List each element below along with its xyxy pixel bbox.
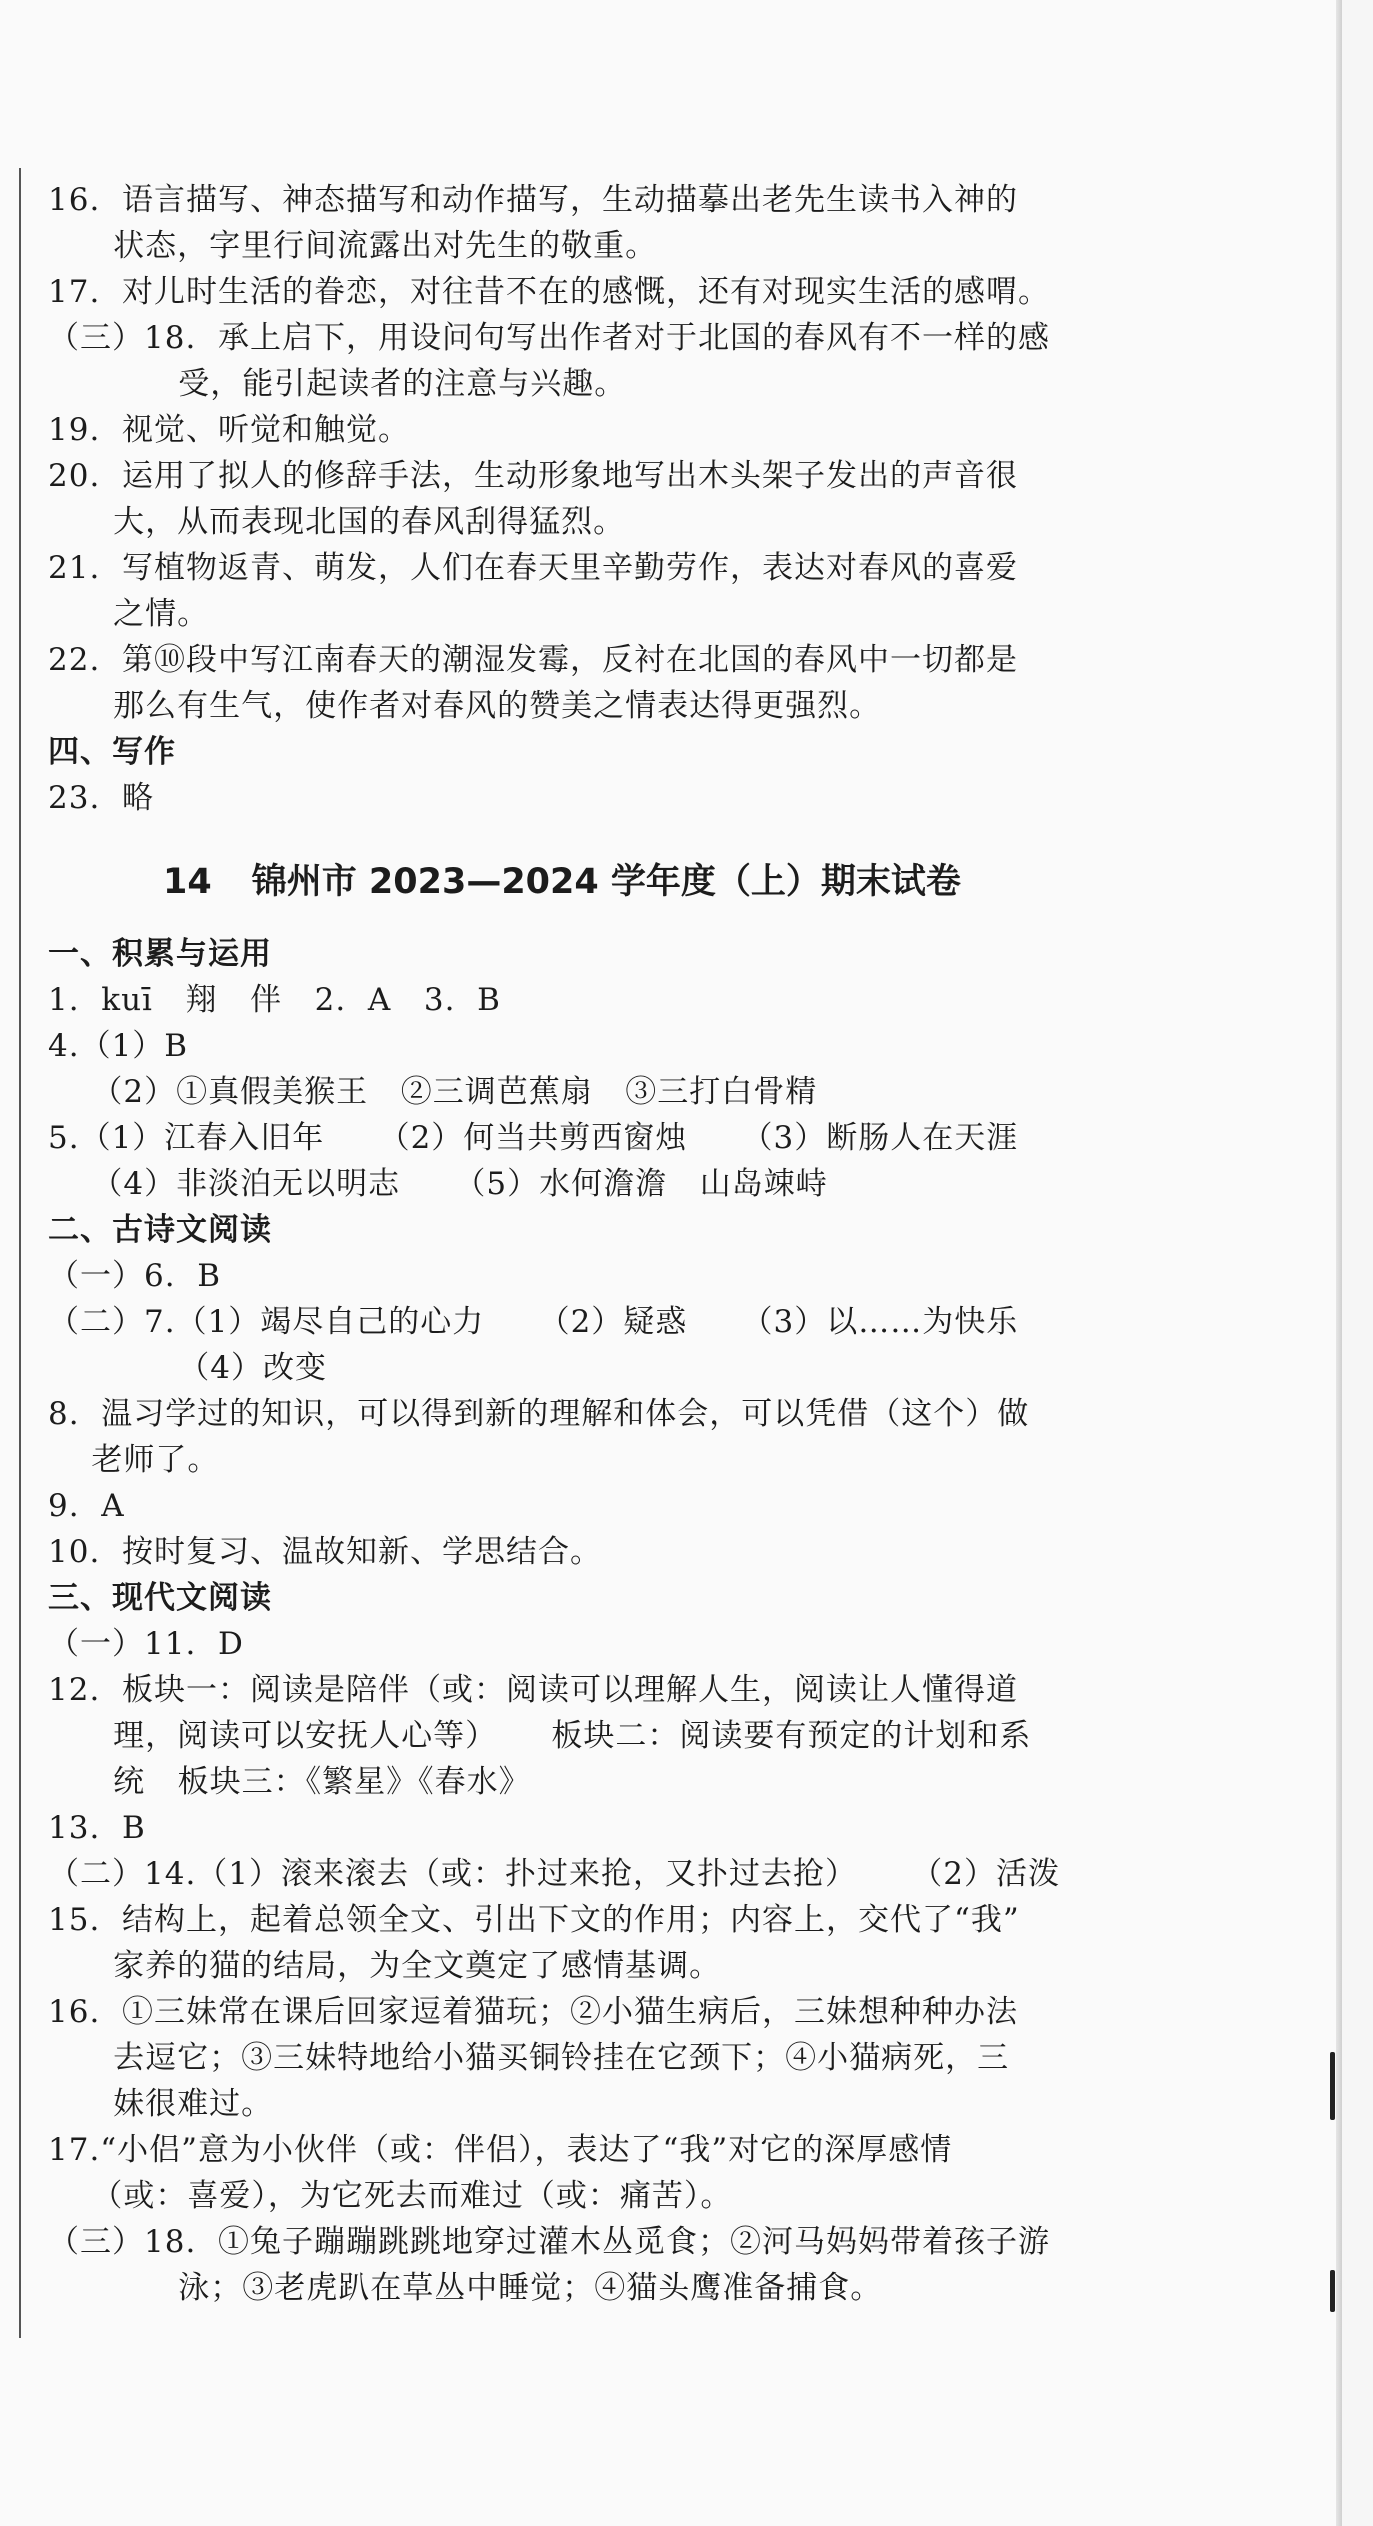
answer-line: 泳；③老虎趴在草丛中睡觉；④猫头鹰准备捕食。 <box>48 2270 883 2306</box>
answer-line: 妹很难过。 <box>48 2086 274 2122</box>
answer-line: 4.（1）B <box>48 1028 189 1064</box>
answer-line: 17. 对儿时生活的眷恋，对往昔不在的感慨，还有对现实生活的感喟。 <box>48 274 1051 310</box>
answer-line: （2）①真假美猴王 ②三调芭蕉扇 ③三打白骨精 <box>48 1074 818 1110</box>
answer-line: 16. ①三妹常在课后回家逗着猫玩；②小猫生病后，三妹想种种办法 <box>48 1994 1019 2030</box>
answer-line: （4）非淡泊无以明志 （5）水何澹澹 山岛竦峙 <box>48 1166 828 1202</box>
answer-line: 大，从而表现北国的春风刮得猛烈。 <box>48 504 626 540</box>
answer-line: 13. B <box>48 1810 146 1846</box>
page-edge <box>1336 0 1342 2526</box>
answer-line: 9. A <box>48 1488 125 1524</box>
exam-title <box>163 854 961 904</box>
answer-line: 20. 运用了拟人的修辞手法，生动形象地写出木头架子发出的声音很 <box>48 458 1019 494</box>
answer-line: 统 板块三：《繁星》《春水》 <box>48 1764 531 1800</box>
answer-line: （一）6. B <box>48 1258 222 1294</box>
answer-line: 家养的猫的结局，为全文奠定了感情基调。 <box>48 1948 722 1984</box>
answer-line: 22. 第⑩段中写江南春天的潮湿发霉，反衬在北国的春风中一切都是 <box>48 642 1019 678</box>
answer-line: 15. 结构上，起着总领全文、引出下文的作用；内容上，交代了“我” <box>48 1902 1020 1938</box>
answer-line: （一）11. D <box>48 1626 244 1662</box>
answer-line: （三）18. ①兔子蹦蹦跳跳地穿过灌木丛觅食；②河马妈妈带着孩子游 <box>48 2224 1051 2260</box>
scan-mark <box>1330 2052 1335 2120</box>
scan-mark <box>1330 2270 1335 2312</box>
answer-line: 状态，字里行间流露出对先生的敬重。 <box>48 228 658 264</box>
answer-line: 10. 按时复习、温故知新、学思结合。 <box>48 1534 603 1570</box>
answer-line: 17.“小侣”意为小伙伴（或：伴侣），表达了“我”对它的深厚感情 <box>48 2132 953 2168</box>
answer-line: 去逗它；③三妹特地给小猫买铜铃挂在它颈下；④小猫病死，三 <box>48 2040 1010 2076</box>
section-heading: 一、积累与运用 <box>48 936 272 972</box>
answer-line: 1. kuī 翔 伴 2. A 3. B <box>48 982 501 1018</box>
answer-line: 8. 温习学过的知识，可以得到新的理解和体会，可以凭借（这个）做 <box>48 1396 1030 1432</box>
answer-line: 19. 视觉、听觉和触觉。 <box>48 412 411 448</box>
answer-line: 之情。 <box>48 596 210 632</box>
answer-line: 23. 略 <box>48 780 155 816</box>
answer-line: 理，阅读可以安抚人心等） 板块二：阅读要有预定的计划和系 <box>48 1718 1032 1754</box>
exam-number: 14 <box>163 862 212 902</box>
answer-line: 21. 写植物返青、萌发，人们在春天里辛勤劳作，表达对春风的喜爱 <box>48 550 1019 586</box>
answer-line: （4）改变 <box>48 1350 327 1386</box>
answer-line: 16. 语言描写、神态描写和动作描写，生动描摹出老先生读书入神的 <box>48 182 1019 218</box>
answer-line: 老师了。 <box>48 1442 220 1478</box>
section-heading: 四、写作 <box>48 734 176 770</box>
section-heading: 二、古诗文阅读 <box>48 1212 272 1248</box>
answer-line: （三）18. 承上启下，用设问句写出作者对于北国的春风有不一样的感 <box>48 320 1051 356</box>
answer-line: 受，能引起读者的注意与兴趣。 <box>48 366 627 402</box>
answer-line: 5.（1）江春入旧年 （2）何当共剪西窗烛 （3）断肠人在天涯 <box>48 1120 1019 1156</box>
answer-line: （二）7.（1）竭尽自己的心力 （2）疑惑 （3）以……为快乐 <box>48 1304 1019 1340</box>
answer-line: （二）14.（1）滚来滚去（或：扑过来抢，又扑过去抢） （2）活泼 <box>48 1856 1061 1892</box>
answer-line: 那么有生气，使作者对春风的赞美之情表达得更强烈。 <box>48 688 882 724</box>
answer-line: 12. 板块一：阅读是陪伴（或：阅读可以理解人生，阅读让人懂得道 <box>48 1672 1019 1708</box>
answer-line: （或：喜爱），为它死去而难过（或：痛苦）。 <box>48 2178 733 2214</box>
left-margin-rule <box>19 168 21 2338</box>
section-heading: 三、现代文阅读 <box>48 1580 272 1616</box>
exam-title-text: 锦州市 2023—2024 学年度（上）期末试卷 <box>251 862 961 902</box>
